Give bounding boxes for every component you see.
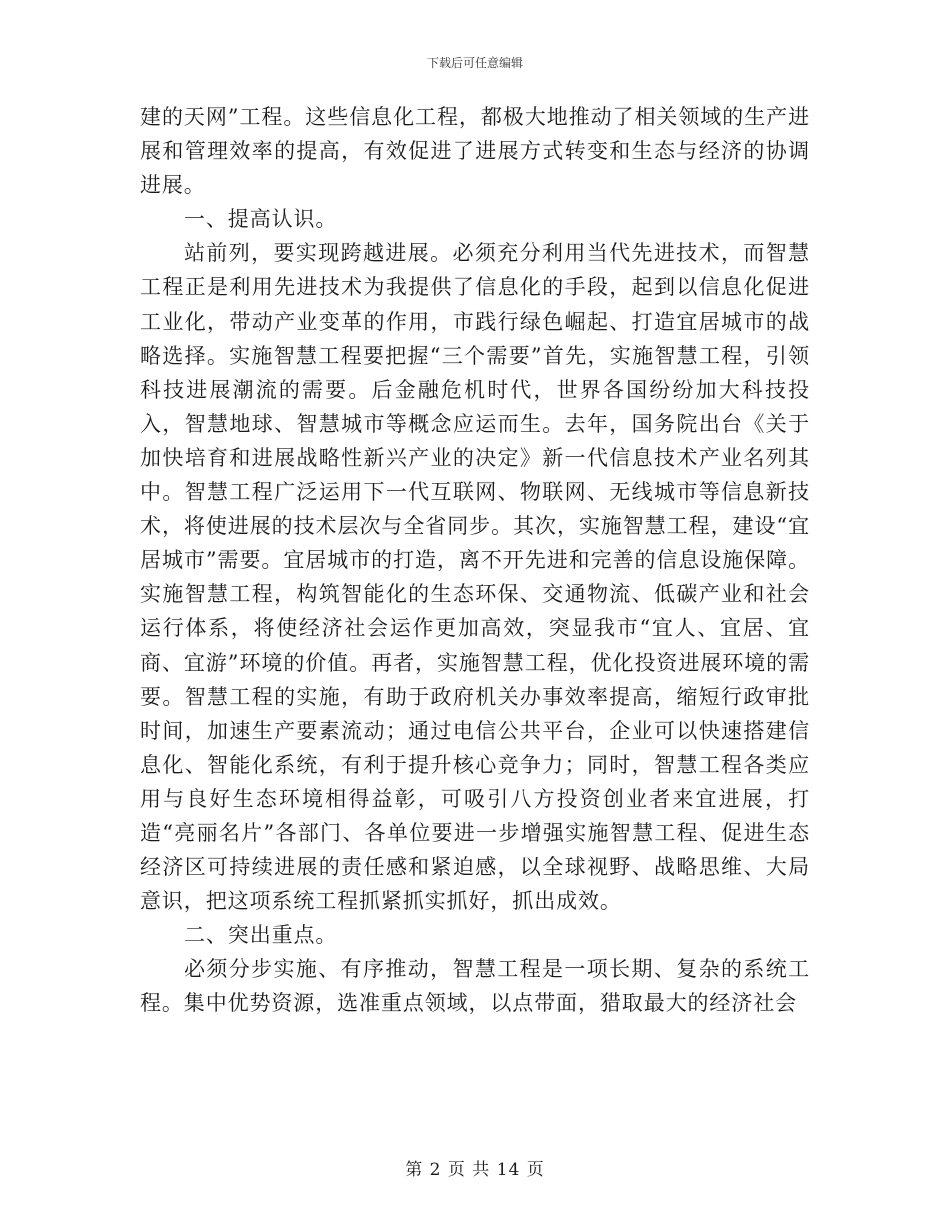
document-body — [140, 100, 810, 1021]
paragraph-2: 站前列，要实现跨越进展。必须充分利用当代先进技术，而智慧工程正是利用先进技术为我提供了信息化的手段，起到以信息化促进工业化，带动产业变革的作用，市践行绿色崛起、打造宜居城市的战略选择。实施智慧工程要把握“三个需要”首先，实施智慧工程，引领科技进展潮流的需要。后金融危机时代，世界各国纷纷加大科技投入，智慧地球、智慧城市等概念应运而生。去年，国务院出台《关于加快培育和进展战略性新兴产业的决定》新一代信息技术产业名列其中。智慧工程广泛运用下一代互联网、物联网、无线城市等信息新技术，将使进展的技术层次与全省同步。其次，实施智慧工程，建设“宜居城市”需要。宜居城市的打造，离不开先进和完善的信息设施保障。实施智慧工程，构筑智能化的生态环保、交通物流、低碳产业和社会运行体系，将使经济社会运作更加高效，突显我市“宜人、宜居、宜商、宜游”环境的价值。再者，实施智慧工程，优化投资进展环境的需要。智慧工程的实施，有助于政府机关办事效率提高，缩短行政审批时间，加速生产要素流动；通过电信公共平台，企业可以快速搭建信息化、智能化系统，有利于提升核心竞争力；同时，智慧工程各类应用与良好生态环境相得益彰，可吸引八方投资创业者来宜进展，打造“亮丽名片”各部门、各单位要进一步增强实施智慧工程、促进生态经济区可持续进展的责任感和紧迫感，以全球视野、战略思维、大局意识，把这项系统工程抓紧抓实抓好，抓出成效。 — [140, 241, 810, 914]
page-header: 下载后可任意编辑 — [426, 56, 523, 70]
section-heading-2: 二、突出重点。 — [184, 923, 338, 948]
page-footer: 第 2 页 共 14 页 — [405, 1160, 545, 1180]
paragraph-3: 必须分步实施、有序推动，智慧工程是一项长期、复杂的系统工程。集中优势资源，选准重点领域，以点带面，猎取最大的经济社会 — [140, 957, 810, 1016]
paragraph-1: 建的天网”工程。这些信息化工程，都极大地推动了相关领域的生产进展和管理效率的提高，有效促进了进展方式转变和生态与经济的协调进展。 — [140, 105, 810, 198]
section-heading-1: 一、提高认识。 — [184, 207, 338, 232]
